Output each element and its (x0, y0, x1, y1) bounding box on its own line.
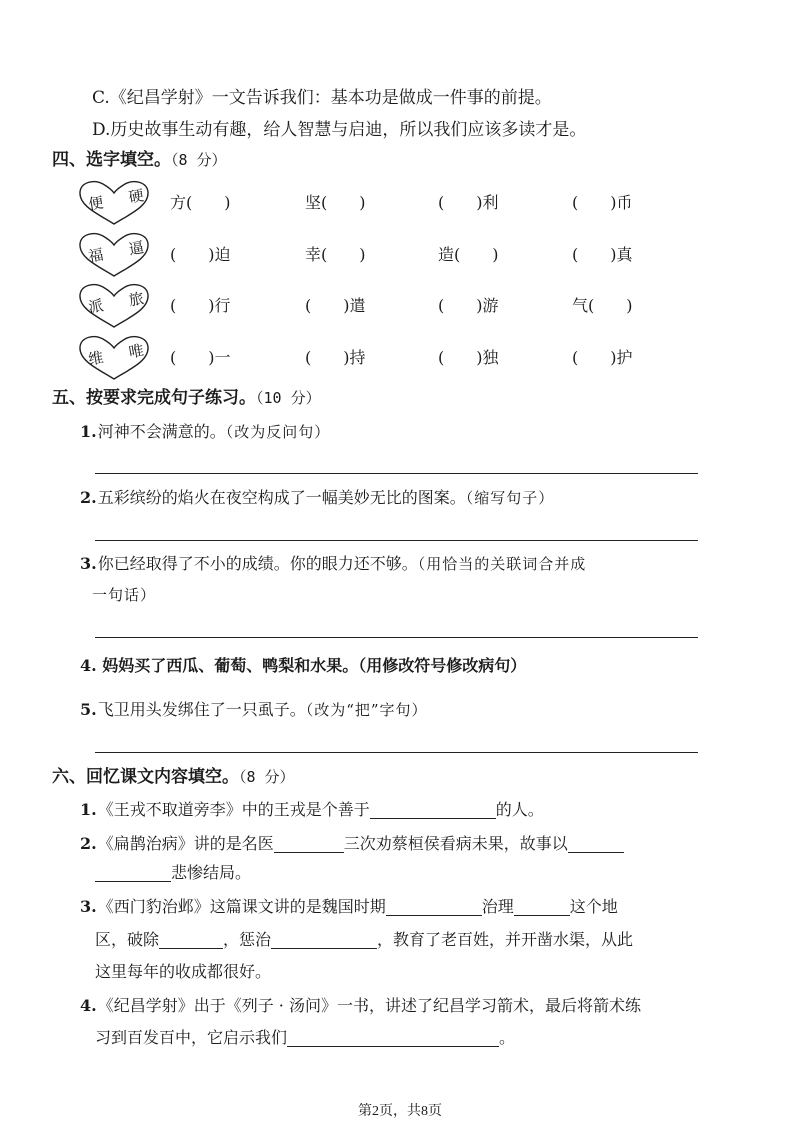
section-4-title: 四、选字填空。 (52, 150, 171, 170)
blank-field[interactable] (568, 834, 624, 853)
choice-char: 便 (86, 193, 105, 214)
section-5-points: （10 分） (256, 389, 321, 407)
section-5-title: 五、按要求完成句子练习。 (52, 388, 256, 408)
heart-icon (76, 178, 152, 228)
s6-question-3-cont-2: 这里每年的收成都很好。 (95, 962, 272, 981)
heart-icon (76, 333, 152, 383)
fill-in-cell[interactable]: 坚( ) (305, 193, 366, 212)
s6-question-4: 4.《纪昌学射》出于《列子 · 汤问》一书，讲述了纪昌学习箭术，最后将箭术练 (80, 996, 641, 1015)
answer-line-3[interactable] (95, 637, 698, 638)
section-6-heading (52, 765, 295, 789)
fill-in-cell[interactable]: 幸( ) (305, 245, 366, 264)
section-6-title: 六、回忆课文内容填空。 (52, 767, 239, 787)
blank-field[interactable] (370, 800, 496, 819)
blank-field[interactable] (271, 930, 377, 949)
fill-in-cell[interactable]: 方( ) (170, 193, 231, 212)
s6-question-4-cont: 习到百发百中，它启示我们 。 (95, 1028, 516, 1047)
fill-in-cell[interactable]: 造( ) (438, 245, 499, 264)
blank-field[interactable] (159, 930, 223, 949)
s6-question-2-cont: 悲惨结局。 (95, 861, 251, 885)
blank-field[interactable] (95, 863, 171, 882)
fill-in-cell[interactable]: ( )真 (572, 245, 633, 264)
fill-in-cell[interactable]: ( )币 (572, 193, 633, 212)
fill-in-cell[interactable]: 气( ) (572, 296, 633, 315)
section-5-heading (52, 386, 321, 410)
fill-in-cell[interactable]: ( )利 (438, 193, 499, 212)
fill-in-cell[interactable]: ( )迫 (170, 245, 231, 264)
choice-char: 维 (86, 348, 105, 369)
answer-line-2[interactable] (95, 540, 698, 541)
s5-question-5: 5.飞卫用头发绑住了一只虱子。（改为“把”字句） (80, 700, 428, 719)
section-4-points: （8 分） (171, 151, 227, 169)
fill-in-cell[interactable]: ( )游 (438, 296, 499, 315)
s6-question-2: 2.《扁鹊治病》讲的是名医 三次劝蔡桓侯看病未果，故事以 (80, 832, 624, 856)
choice-char: 派 (86, 296, 105, 317)
blank-field[interactable] (514, 897, 570, 916)
section-6-points: （8 分） (239, 768, 295, 786)
fill-in-cell[interactable]: ( )行 (170, 296, 231, 315)
heart-icon (76, 281, 152, 331)
answer-line-5[interactable] (95, 752, 698, 753)
option-d: D.历史故事生动有趣，给人智慧与启迪，所以我们应该多读才是。 (92, 120, 587, 140)
s6-question-3: 3.《西门豹治邺》这篇课文讲的是魏国时期 治理 这个地 (80, 897, 618, 916)
choice-char: 旅 (127, 289, 146, 310)
s5-question-2: 2.五彩缤纷的焰火在夜空构成了一幅美妙无比的图案。（缩写句子） (80, 488, 555, 507)
fill-in-cell[interactable]: ( )一 (170, 348, 231, 367)
fill-in-cell[interactable]: ( )持 (305, 348, 366, 367)
fill-in-cell[interactable]: ( )护 (572, 348, 633, 367)
s5-question-1: 1.河神不会满意的。（改为反问句） (80, 422, 331, 441)
s5-question-4: 4. 妈妈买了西瓜、葡萄、鸭梨和水果。（用修改符号修改病句） (80, 656, 527, 675)
choice-char: 硬 (127, 186, 146, 207)
answer-line-1[interactable] (95, 473, 698, 474)
choice-char: 福 (86, 245, 105, 266)
page-footer: 第2页，共8页 (358, 1104, 442, 1119)
choice-char: 逼 (127, 238, 146, 259)
option-c: C.《纪昌学射》一文告诉我们：基本功是做成一件事的前提。 (92, 88, 552, 108)
s5-question-3: 3.你已经取得了不小的成绩。你的眼力还不够。（用恰当的关联词合并成 (80, 554, 587, 573)
s5-question-3-cont: 一句话） (92, 586, 157, 604)
choice-char: 唯 (127, 341, 146, 362)
blank-field[interactable] (386, 897, 482, 916)
blank-field[interactable] (274, 834, 344, 853)
heart-icon (76, 230, 152, 280)
s6-question-3-cont: 区，破除 ，惩治 ，教育了老百姓，并开凿水渠，从此 (95, 930, 634, 949)
fill-in-cell[interactable]: ( )独 (438, 348, 499, 367)
section-4-heading (52, 148, 227, 172)
s6-question-1: 1.《王戎不取道旁李》中的王戎是个善于 的人。 (80, 800, 544, 819)
blank-field[interactable] (287, 1028, 499, 1047)
fill-in-cell[interactable]: ( )遣 (305, 296, 366, 315)
